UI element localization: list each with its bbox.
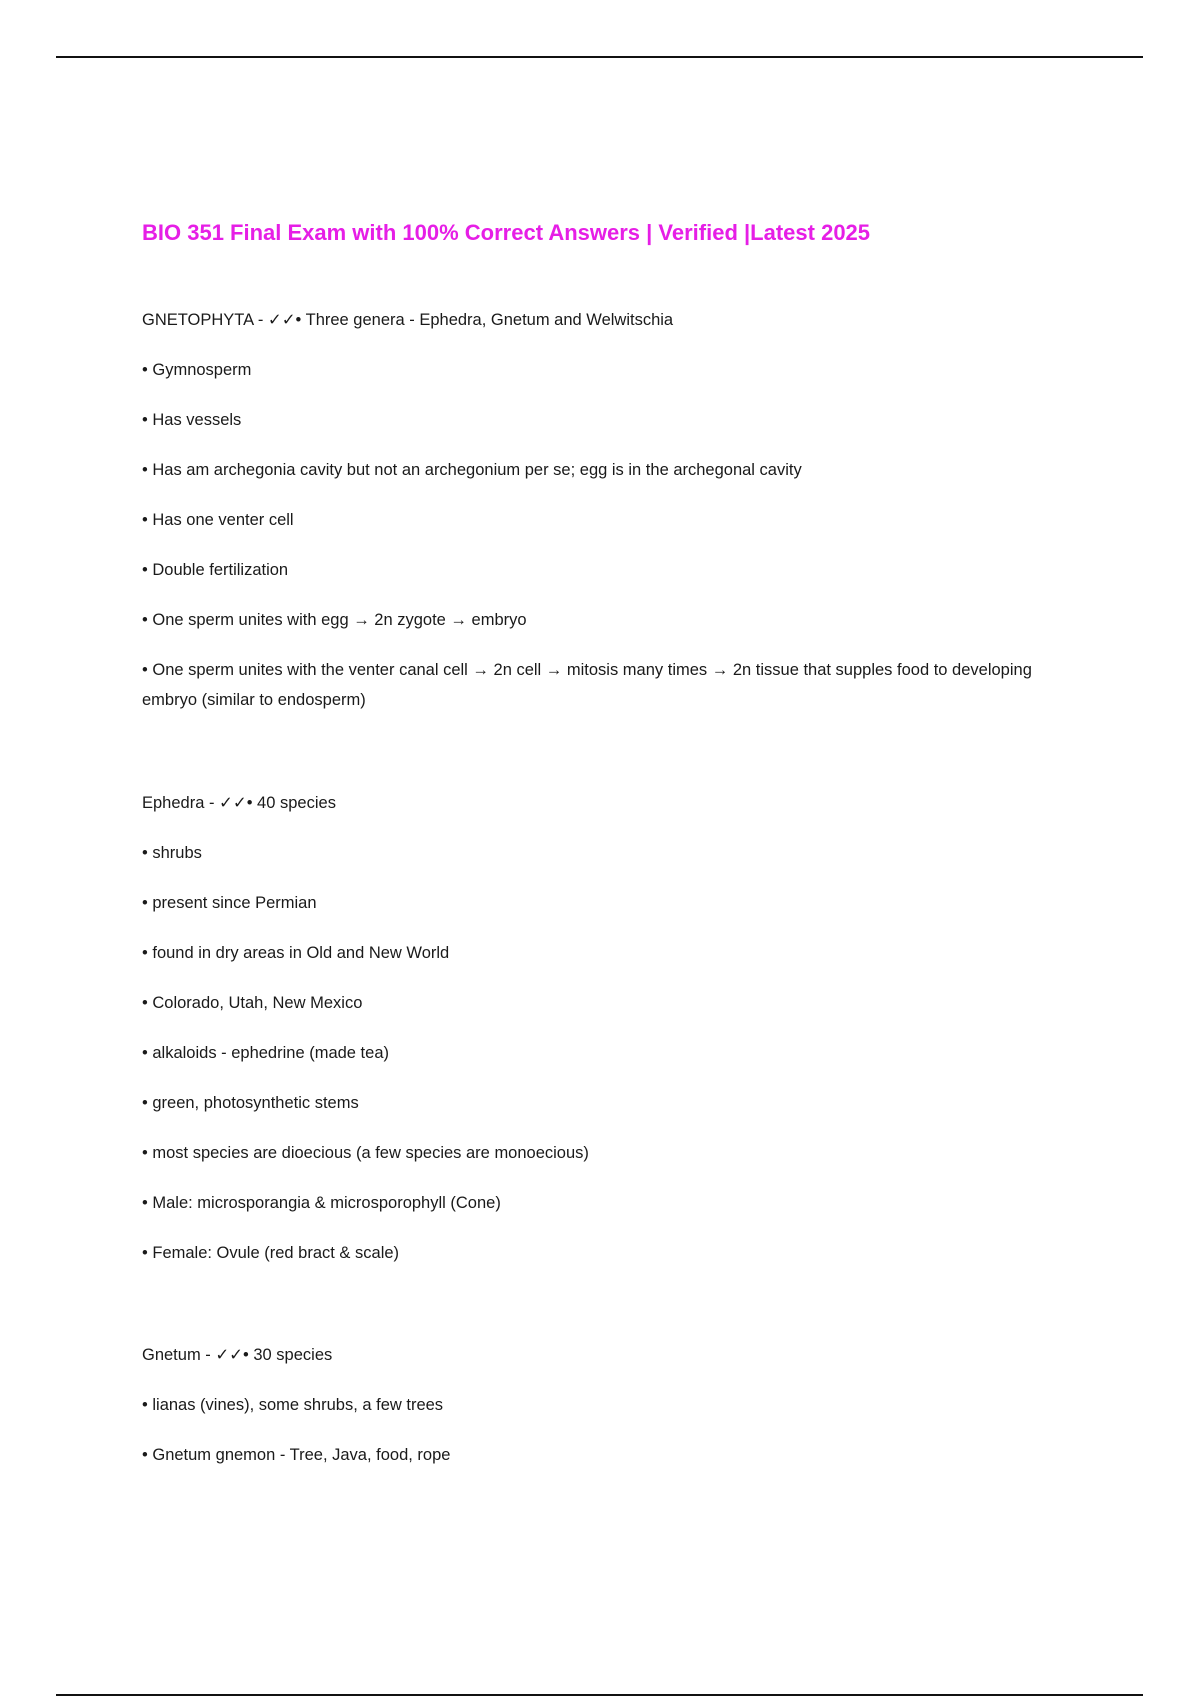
list-item: • Gymnosperm	[142, 361, 252, 379]
list-item: • green, photosynthetic stems	[142, 1094, 359, 1112]
list-item: • lianas (vines), some shrubs, a few trees	[142, 1396, 444, 1414]
flashcard-ephedra	[142, 788, 1062, 1288]
list-item: • Has am archegonia cavity but not an archegonium per se; egg is in the archegonal cavity	[142, 461, 802, 479]
list-item: • One sperm unites with the venter canal cell → 2n cell → mitosis many times → 2n tissue that supples food to developing embryo (similar to endosperm)	[142, 661, 1032, 709]
list-item: • present since Permian	[142, 894, 317, 912]
term-line: Ephedra - ✓✓• 40 species	[142, 794, 336, 812]
list-item: • One sperm unites with egg → 2n zygote → embryo	[142, 611, 527, 629]
list-item: • alkaloids - ephedrine (made tea)	[142, 1044, 389, 1062]
list-item: • Gnetum gnemon - Tree, Java, food, rope	[142, 1446, 451, 1464]
flashcard-gnetophyta	[142, 305, 1062, 735]
list-item: • Male: microsporangia & microsporophyll (Cone)	[142, 1194, 501, 1212]
list-item: • Colorado, Utah, New Mexico	[142, 994, 363, 1012]
term-line: Gnetum - ✓✓• 30 species	[142, 1346, 333, 1364]
header-rule	[56, 56, 1143, 58]
list-item: • Has one venter cell	[142, 511, 294, 529]
document-title: BIO 351 Final Exam with 100% Correct Answers | Verified |Latest 2025	[142, 220, 871, 245]
list-item: • Female: Ovule (red bract & scale)	[142, 1244, 400, 1262]
list-item: • shrubs	[142, 844, 202, 862]
list-item: • Has vessels	[142, 411, 242, 429]
list-item: • most species are dioecious (a few species are monoecious)	[142, 1144, 589, 1162]
term-line: GNETOPHYTA - ✓✓• Three genera - Ephedra, Gnetum and Welwitschia	[142, 311, 674, 329]
flashcard-gnetum	[142, 1340, 1062, 1490]
footer-rule	[56, 1694, 1143, 1696]
list-item: • found in dry areas in Old and New World	[142, 944, 450, 962]
list-item: • Double fertilization	[142, 561, 289, 579]
